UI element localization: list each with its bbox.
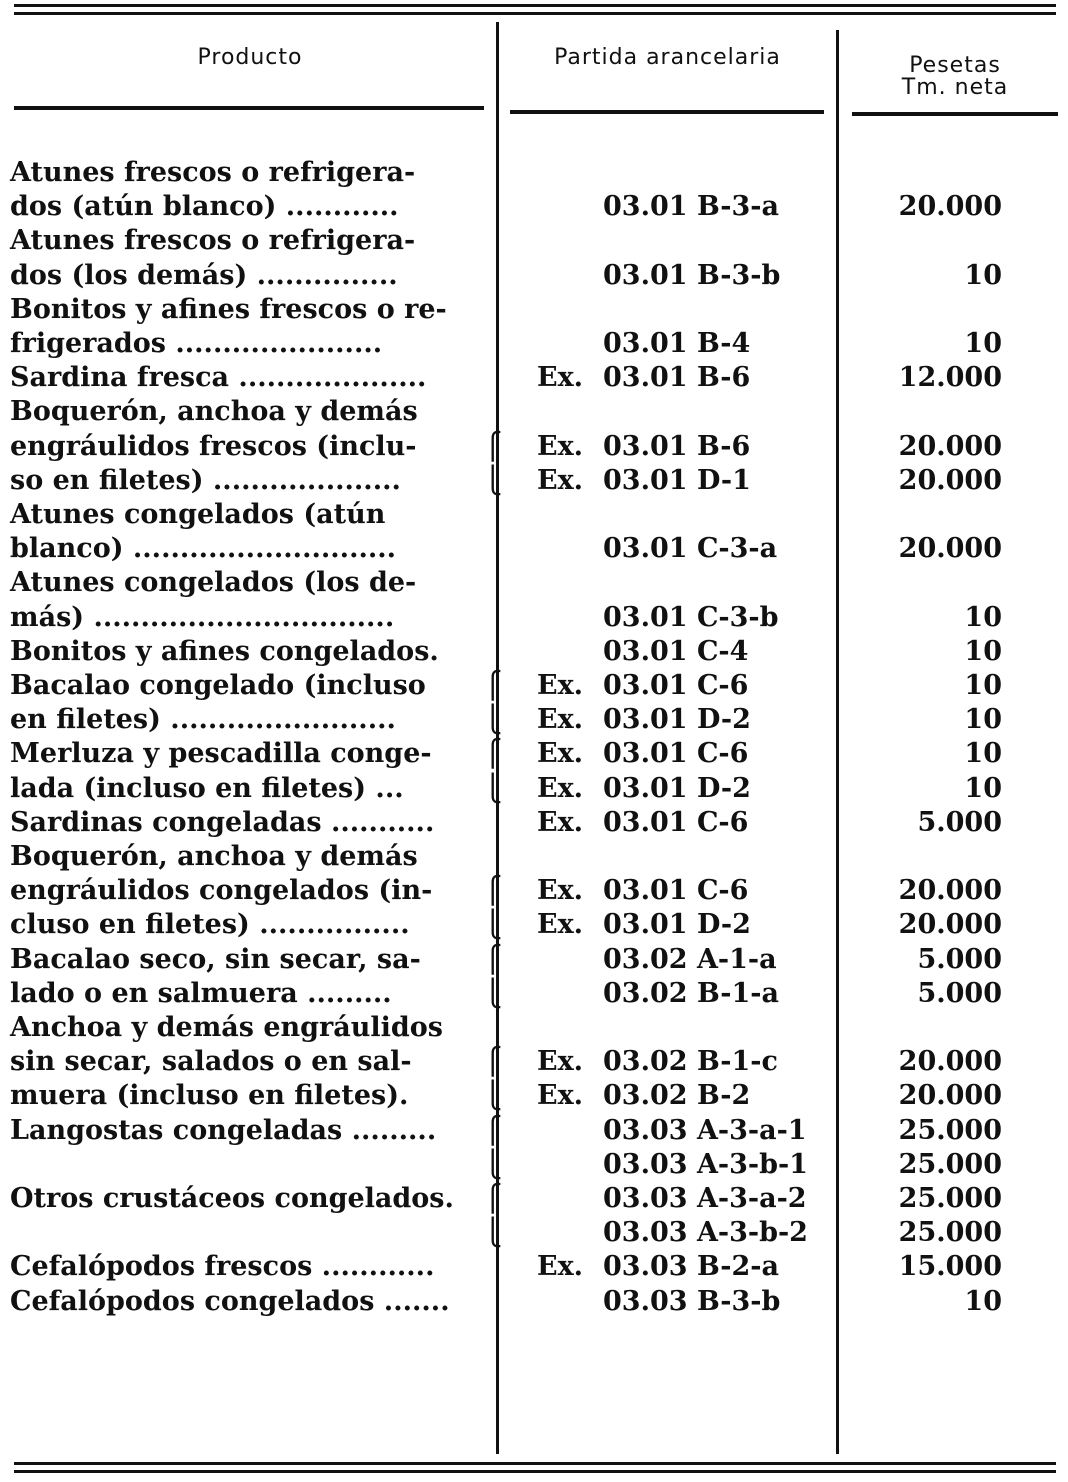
ex-prefix: Ex. [537, 430, 584, 462]
tariff-code: 03.01 C-6 [603, 806, 749, 838]
product-text: frigerados ...................... [10, 328, 383, 359]
pesetas-value: 25.000 [898, 1114, 1002, 1146]
brace-bottom: ⎩ [483, 773, 503, 804]
tariff-code: 03.03 A-3-a-2 [603, 1183, 807, 1214]
pesetas-value: 10 [964, 259, 1002, 291]
header-pesetas-line2: Tm. neta [901, 75, 1009, 100]
product-line [10, 703, 482, 737]
product-line [10, 943, 482, 977]
product-line [10, 1114, 482, 1148]
tariff-code: 03.01 C-6 [603, 670, 749, 701]
product-line [10, 293, 482, 327]
tariff-code: 03.03 A-3-b-1 [603, 1148, 808, 1180]
ex-prefix: Ex. [537, 1046, 584, 1078]
brace-bottom: ⎩ [483, 1149, 503, 1180]
product-text: Cefalópodos congelados ....... [10, 1285, 450, 1317]
brace-top: ⎧ [483, 944, 503, 975]
product-text: sin secar, salados o en sal- [10, 1046, 412, 1078]
brace-bottom: ⎩ [483, 465, 503, 496]
product-line [10, 806, 482, 840]
product-text: Bonitos y afines congelados. [10, 635, 439, 667]
tariff-code: 03.03 B-2-a [603, 1251, 779, 1283]
product-text: Anchoa y demás engráulidos [10, 1012, 444, 1043]
product-line [10, 669, 482, 703]
product-text: Boquerón, anchoa y demás [10, 841, 418, 872]
tariff-code: 03.03 B-3-b [603, 1285, 781, 1317]
product-line [10, 1045, 482, 1079]
product-text: Atunes congelados (atún [10, 499, 386, 530]
pesetas-value: 12.000 [898, 362, 1002, 394]
brace-top: ⎧ [483, 671, 503, 701]
ex-prefix: Ex. [537, 806, 584, 838]
product-line [10, 908, 482, 942]
product-line [10, 156, 482, 190]
pesetas-value: 20.000 [898, 909, 1002, 941]
brace-bottom: ⎩ [483, 910, 503, 941]
tariff-code: 03.01 B-4 [603, 328, 751, 359]
product-line [10, 840, 482, 874]
product-text: lada (incluso en filetes) ... [10, 772, 404, 804]
product-line [10, 977, 482, 1011]
tariff-code: 03.01 C-3-a [603, 533, 778, 565]
bottom-rule-2 [14, 1470, 1056, 1473]
product-text: Atunes frescos o refrigera- [10, 157, 416, 188]
brace-bottom: ⎩ [483, 978, 503, 1009]
pesetas-value: 20.000 [898, 464, 1002, 496]
pesetas-value: 25.000 [898, 1183, 1002, 1214]
ex-prefix: Ex. [537, 670, 584, 701]
product-line [10, 1250, 482, 1284]
product-line [10, 532, 482, 566]
pesetas-value: 10 [964, 738, 1002, 770]
product-text: dos (los demás) ............... [10, 259, 398, 291]
brace-bottom: ⎩ [483, 705, 503, 736]
product-text: so en filetes) .................... [10, 464, 401, 496]
ex-prefix: Ex. [537, 704, 584, 736]
product-text: Boquerón, anchoa y demás [10, 396, 418, 428]
product-line [10, 737, 482, 771]
tariff-code: 03.01 C-3-b [603, 601, 779, 633]
product-text: dos (atún blanco) ............ [10, 191, 399, 223]
tariff-code: 03.02 B-2 [603, 1080, 751, 1112]
pesetas-value: 20.000 [898, 1046, 1002, 1078]
bottom-rule-1 [14, 1462, 1056, 1465]
product-line [10, 1011, 482, 1045]
product-text: Bacalao congelado (incluso [10, 670, 426, 701]
pesetas-value: 10 [964, 1285, 1002, 1317]
pesetas-value: 10 [964, 772, 1002, 804]
product-text: Otros crustáceos congelados. [10, 1183, 454, 1214]
tariff-code: 03.01 C-6 [603, 875, 749, 907]
ex-prefix: Ex. [537, 875, 584, 907]
pesetas-value: 25.000 [898, 1148, 1002, 1180]
product-text: engráulidos congelados (in- [10, 875, 433, 907]
header-producto: Producto [197, 45, 303, 70]
product-text: en filetes) ........................ [10, 704, 396, 736]
brace-top: ⎧ [483, 739, 503, 770]
product-text: Merluza y pescadilla conge- [10, 738, 432, 770]
ex-prefix: Ex. [537, 738, 584, 770]
product-text: más) ................................ [10, 601, 395, 633]
product-text: engráulidos frescos (inclu- [10, 430, 417, 462]
product-line [10, 224, 482, 258]
product-line [10, 395, 482, 429]
pesetas-value: 25.000 [898, 1217, 1002, 1249]
product-text: Sardina fresca .................... [10, 362, 427, 394]
brace-top: ⎧ [483, 1184, 503, 1214]
tariff-code: 03.02 B-1-c [603, 1046, 778, 1078]
product-line [10, 566, 482, 600]
product-text: lado o en salmuera ......... [10, 977, 392, 1009]
product-line [10, 464, 482, 498]
header-partida: Partida arancelaria [554, 45, 781, 70]
product-line [10, 1285, 482, 1319]
tariff-code: 03.01 D-1 [603, 464, 751, 496]
pesetas-value: 15.000 [898, 1251, 1002, 1283]
product-line [10, 430, 482, 464]
product-line [10, 1182, 482, 1216]
ex-prefix: Ex. [537, 1080, 584, 1112]
product-line [10, 327, 482, 361]
tariff-code: 03.01 C-4 [603, 635, 749, 667]
product-text: Bacalao seco, sin secar, sa- [10, 943, 421, 975]
ex-prefix: Ex. [537, 772, 584, 804]
tariff-code: 03.01 B-3-a [603, 191, 779, 223]
tariff-code: 03.01 D-2 [603, 909, 751, 941]
product-line [10, 772, 482, 806]
tariff-code: 03.01 B-3-b [603, 259, 781, 291]
tariff-code: 03.01 B-6 [603, 362, 751, 394]
pesetas-value: 5.000 [917, 977, 1002, 1009]
brace-bottom: ⎩ [483, 1218, 503, 1249]
pesetas-value: 20.000 [898, 1080, 1002, 1112]
product-text: Atunes frescos o refrigera- [10, 225, 416, 257]
brace-top: ⎧ [483, 1047, 503, 1078]
product-text: Atunes congelados (los de- [10, 567, 417, 599]
tariff-code: 03.01 B-6 [603, 430, 751, 462]
ex-prefix: Ex. [537, 464, 584, 496]
brace-top: ⎧ [483, 431, 503, 462]
pesetas-value: 20.000 [898, 875, 1002, 907]
pesetas-value: 10 [964, 328, 1002, 359]
tariff-code: 03.03 A-3-b-2 [603, 1217, 808, 1249]
pesetas-value: 10 [964, 670, 1002, 701]
brace-bottom: ⎩ [483, 1081, 503, 1112]
product-line [10, 361, 482, 395]
pesetas-value: 10 [964, 704, 1002, 736]
product-line [10, 190, 482, 224]
product-text: Bonitos y afines frescos o re- [10, 293, 447, 325]
product-line [10, 635, 482, 669]
ex-prefix: Ex. [537, 1251, 584, 1283]
product-line [10, 874, 482, 908]
product-text: muera (incluso en filetes). [10, 1080, 409, 1112]
product-line [10, 601, 482, 635]
tariff-code: 03.01 C-6 [603, 738, 749, 770]
product-line [10, 259, 482, 293]
product-text: Sardinas congeladas ........... [10, 806, 435, 838]
pesetas-value: 20.000 [898, 191, 1002, 223]
pesetas-value: 20.000 [898, 430, 1002, 462]
pesetas-value: 20.000 [898, 533, 1002, 565]
tariff-code: 03.01 D-2 [603, 772, 751, 804]
tariff-code: 03.01 D-2 [603, 704, 751, 736]
product-line [10, 498, 482, 532]
brace-top: ⎧ [483, 876, 503, 907]
pesetas-value: 10 [964, 601, 1002, 633]
product-text: Langostas congeladas ......... [10, 1114, 437, 1146]
tariff-code: 03.03 A-3-a-1 [603, 1114, 807, 1146]
product-line [10, 1079, 482, 1113]
product-text: blanco) ............................ [10, 533, 397, 565]
header-pesetas-line1: Pesetas [909, 53, 1001, 78]
pesetas-value: 10 [964, 635, 1002, 667]
ex-prefix: Ex. [537, 362, 584, 394]
product-text: Cefalópodos frescos ............ [10, 1251, 435, 1283]
brace-top: ⎧ [483, 1115, 503, 1146]
product-text: cluso en filetes) ................ [10, 909, 410, 941]
tariff-code: 03.02 B-1-a [603, 977, 779, 1009]
ex-prefix: Ex. [537, 909, 584, 941]
tariff-code: 03.02 A-1-a [603, 943, 777, 975]
pesetas-value: 5.000 [917, 806, 1002, 838]
pesetas-value: 5.000 [917, 943, 1002, 975]
